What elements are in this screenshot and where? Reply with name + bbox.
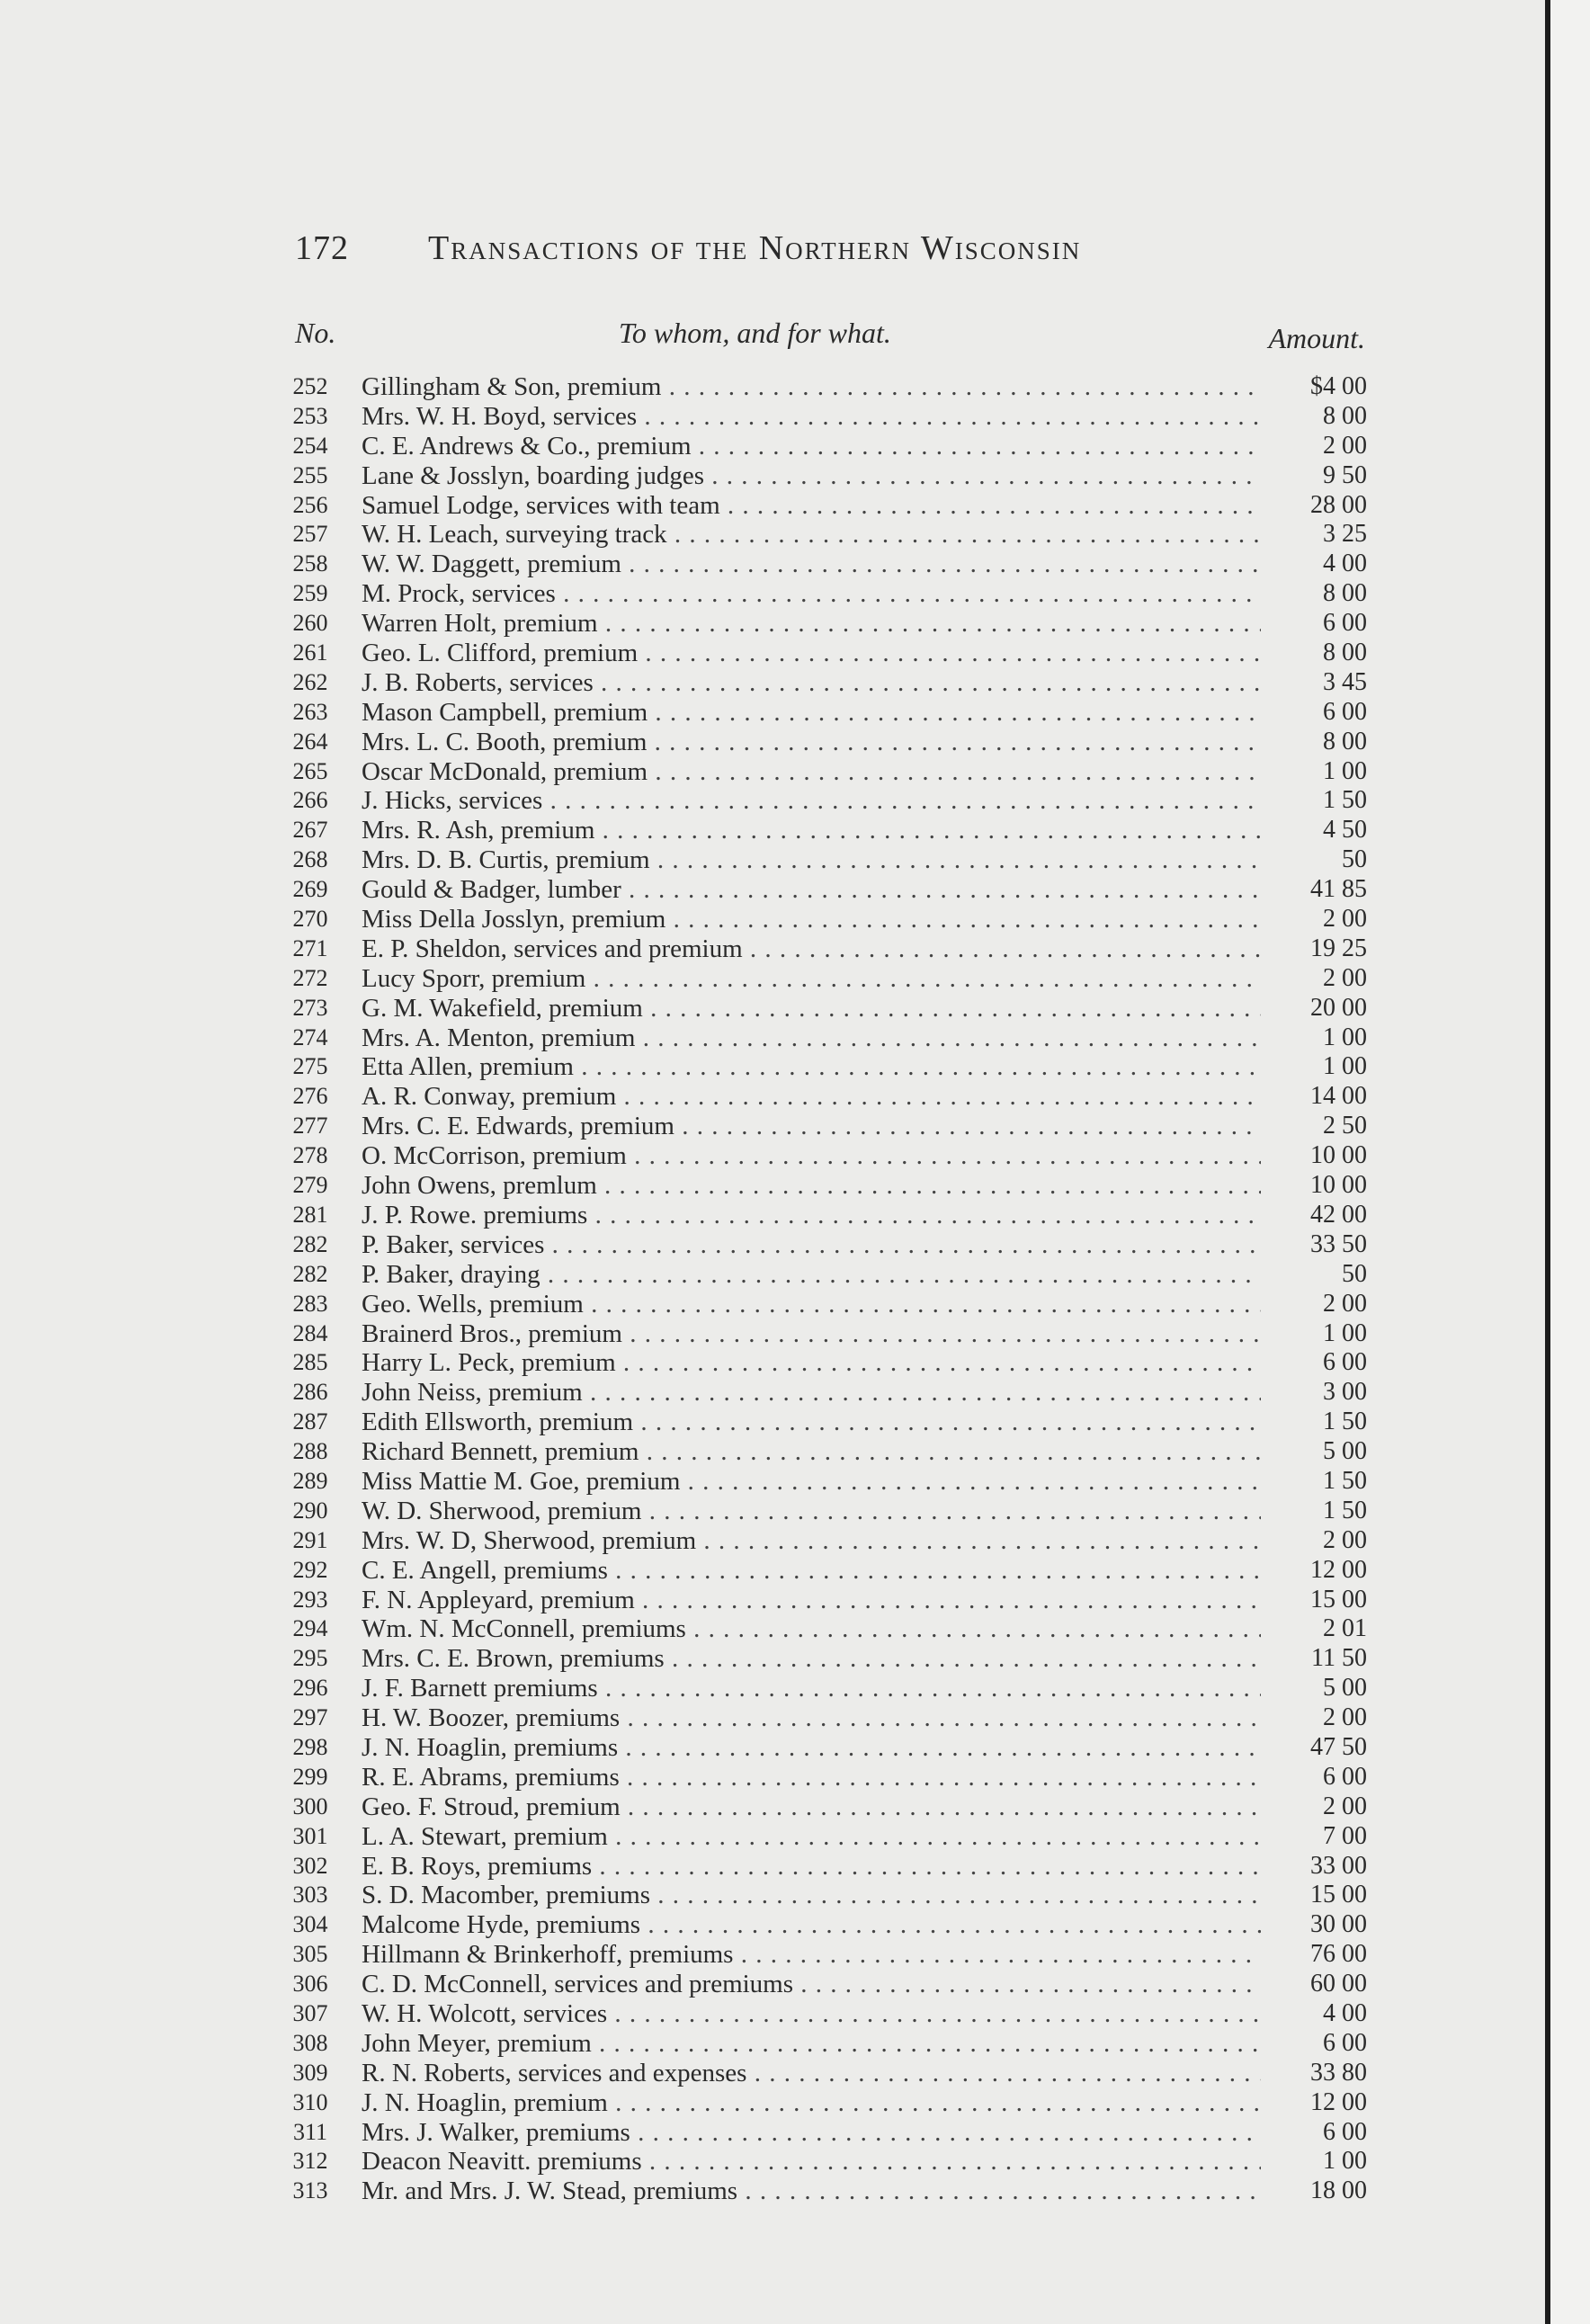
ledger-row — [279, 461, 1367, 491]
entry-amount: 12 00 — [1310, 1555, 1367, 1584]
ledger-row — [279, 1408, 1367, 1437]
entry-amount: 11 50 — [1311, 1644, 1367, 1673]
entry-description: Wm. N. McConnell, premiums . . . — [362, 1614, 1261, 1644]
entry-description: P. Baker, services . . . — [362, 1230, 1261, 1260]
ledger-row — [279, 905, 1367, 934]
entry-number: 310 — [292, 2088, 328, 2115]
entry-number: 279 — [292, 1172, 328, 1199]
ledger-row — [279, 2147, 1367, 2177]
entry-amount: 50 — [1342, 845, 1367, 874]
entry-number: 295 — [292, 1645, 328, 1672]
entry-number: 284 — [292, 1319, 328, 1346]
entry-number: 293 — [292, 1586, 328, 1613]
ledger-row — [279, 402, 1367, 432]
ledger-row — [279, 609, 1367, 639]
entry-amount: 50 — [1342, 1259, 1367, 1288]
ledger-row — [279, 698, 1367, 728]
entry-amount: 4 50 — [1323, 816, 1367, 845]
entry-amount: 2 50 — [1323, 1112, 1367, 1140]
entry-description: G. M. Wakefield, premium . . . — [362, 994, 1261, 1023]
entry-amount: 1 50 — [1323, 1466, 1367, 1495]
page-title: Transactions of the Northern Wisconsin — [428, 229, 1082, 267]
entry-description: E. P. Sheldon, services and premium . . . — [362, 934, 1261, 964]
ledger-row — [279, 1763, 1367, 1792]
ledger-row — [279, 639, 1367, 668]
entry-number: 299 — [292, 1763, 328, 1790]
entry-amount: 10 00 — [1310, 1171, 1367, 1200]
entry-description: John Meyer, premium . . . — [362, 2029, 1261, 2059]
entry-amount: 1 50 — [1323, 1496, 1367, 1524]
entry-amount: 7 00 — [1323, 1821, 1367, 1850]
entry-number: 265 — [292, 757, 328, 784]
ledger-row — [279, 579, 1367, 609]
entry-amount: $4 00 — [1310, 372, 1367, 400]
ledger-row — [279, 1378, 1367, 1408]
ledger-row — [279, 875, 1367, 905]
entry-description: Mrs. J. Walker, premiums . . . — [362, 2118, 1261, 2148]
ledger-row — [279, 668, 1367, 698]
column-headers — [295, 317, 1365, 356]
entry-description: Mrs. C. E. Brown, premiums . . . — [362, 1644, 1261, 1674]
entry-description: Oscar McDonald, premium . . . — [362, 757, 1261, 787]
entry-description: E. B. Roys, premiums . . . — [362, 1852, 1261, 1882]
ledger-row — [279, 994, 1367, 1023]
ledger-row — [279, 1940, 1367, 1970]
entry-amount: 1 00 — [1323, 1318, 1367, 1347]
entry-number: 292 — [292, 1556, 328, 1583]
entry-amount: 18 00 — [1310, 2177, 1367, 2205]
entry-description: Mrs. W. D, Sherwood, premium . . . — [362, 1526, 1261, 1556]
entry-description: W. D. Sherwood, premium . . . — [362, 1497, 1261, 1526]
entry-description: Lucy Sporr, premium . . . — [362, 964, 1261, 994]
entry-number: 307 — [292, 1999, 328, 2026]
entry-amount: 6 00 — [1323, 609, 1367, 638]
entry-description: W. H. Wolcott, services . . . — [362, 1999, 1261, 2029]
entry-description: Mrs. D. B. Curtis, premium . . . — [362, 845, 1261, 875]
ledger-row — [279, 1171, 1367, 1201]
entry-number: 298 — [292, 1733, 328, 1760]
entry-description: Geo. L. Clifford, premium . . . — [362, 639, 1261, 668]
entry-amount: 5 00 — [1323, 1674, 1367, 1703]
entry-amount: 4 00 — [1323, 550, 1367, 578]
ledger-row — [279, 1290, 1367, 1319]
entry-description: Deacon Neavitt. premiums . . . — [362, 2147, 1261, 2177]
entry-description: Mrs. A. Menton, premium . . . — [362, 1023, 1261, 1053]
entry-description: Miss Mattie M. Goe, premium . . . — [362, 1467, 1261, 1497]
ledger-row — [279, 786, 1367, 816]
entry-amount: 15 00 — [1310, 1881, 1367, 1909]
entry-number: 266 — [292, 787, 328, 814]
entry-description: Samuel Lodge, services with team . . . — [362, 491, 1261, 521]
entry-number: 287 — [292, 1408, 328, 1435]
ledger-row — [279, 1674, 1367, 1703]
ledger-row — [279, 1822, 1367, 1852]
entry-description: Geo. Wells, premium . . . — [362, 1290, 1261, 1319]
entry-amount: 47 50 — [1310, 1732, 1367, 1761]
entry-amount: 2 00 — [1323, 1703, 1367, 1732]
entry-number: 267 — [292, 817, 328, 844]
entry-number: 283 — [292, 1290, 328, 1317]
ledger-row — [279, 1497, 1367, 1526]
entry-amount: 6 00 — [1323, 1762, 1367, 1791]
entry-description: A. R. Conway, premium . . . — [362, 1082, 1261, 1112]
entry-description: O. McCorrison, premium . . . — [362, 1141, 1261, 1171]
entry-amount: 3 25 — [1323, 520, 1367, 549]
ledger-row — [279, 1319, 1367, 1349]
page-binding-edge — [1545, 0, 1590, 2324]
entry-amount: 3 45 — [1323, 667, 1367, 696]
entry-amount: 4 00 — [1323, 1998, 1367, 2027]
entry-number: 308 — [292, 2029, 328, 2056]
entry-number: 301 — [292, 1822, 328, 1849]
entry-number: 273 — [292, 994, 328, 1021]
column-header-amount: Amount. — [1268, 322, 1365, 354]
entry-description: John Neiss, premium . . . — [362, 1378, 1261, 1408]
column-header-to-whom: To whom, and for what. — [619, 317, 891, 349]
entry-number: 290 — [292, 1497, 328, 1524]
ledger-row — [279, 934, 1367, 964]
entry-description: Mrs. R. Ash, premium . . . — [362, 816, 1261, 845]
entry-number: 277 — [292, 1113, 328, 1140]
entry-description: Harry L. Peck, premium . . . — [362, 1348, 1261, 1378]
entry-description: Richard Bennett, premium . . . — [362, 1437, 1261, 1467]
column-header-no: No. — [295, 317, 336, 349]
entry-number: 252 — [292, 373, 328, 399]
entry-description: J. P. Rowe. premiums . . . — [362, 1201, 1261, 1230]
ledger-row — [279, 2088, 1367, 2118]
entry-amount: 6 00 — [1323, 697, 1367, 726]
entry-description: W. W. Daggett, premium . . . — [362, 550, 1261, 579]
entry-amount: 60 00 — [1310, 1970, 1367, 1998]
entry-amount: 33 80 — [1310, 2058, 1367, 2087]
entry-number: 256 — [292, 491, 328, 518]
ledger-row — [279, 728, 1367, 757]
entry-description: Miss Della Josslyn, premium . . . — [362, 905, 1261, 934]
entry-description: L. A. Stewart, premium . . . — [362, 1822, 1261, 1852]
entry-number: 297 — [292, 1704, 328, 1731]
entry-amount: 42 00 — [1310, 1200, 1367, 1229]
entry-description: Geo. F. Stroud, premium . . . — [362, 1792, 1261, 1822]
entry-amount: 10 00 — [1310, 1141, 1367, 1170]
entry-description: J. B. Roberts, services . . . — [362, 668, 1261, 698]
entry-number: 260 — [292, 610, 328, 637]
entry-number: 270 — [292, 906, 328, 933]
entry-description: J. F. Barnett premiums . . . — [362, 1674, 1261, 1703]
entry-amount: 8 00 — [1323, 579, 1367, 608]
entry-description: H. W. Boozer, premiums . . . — [362, 1703, 1261, 1733]
ledger-row — [279, 1023, 1367, 1053]
entry-description: M. Prock, services . . . — [362, 579, 1261, 609]
entry-number: 289 — [292, 1467, 328, 1494]
ledger-row — [279, 2177, 1367, 2206]
entry-description: Gould & Badger, lumber . . . — [362, 875, 1261, 905]
ledger-row — [279, 1052, 1367, 1082]
entry-description: R. E. Abrams, premiums . . . — [362, 1763, 1261, 1792]
ledger-row — [279, 1910, 1367, 1940]
entry-description: Brainerd Bros., premium . . . — [362, 1319, 1261, 1349]
entry-number: 268 — [292, 846, 328, 873]
entry-amount: 6 00 — [1323, 1348, 1367, 1377]
entry-number: 285 — [292, 1349, 328, 1376]
entry-number: 282 — [292, 1260, 328, 1287]
entry-amount: 1 50 — [1323, 1408, 1367, 1436]
entry-number: 254 — [292, 432, 328, 459]
entry-amount: 5 00 — [1323, 1437, 1367, 1466]
entry-number: 275 — [292, 1053, 328, 1080]
ledger-row — [279, 1614, 1367, 1644]
entry-description: P. Baker, draying . . . — [362, 1260, 1261, 1290]
entry-description: J. N. Hoaglin, premiums . . . — [362, 1733, 1261, 1763]
entry-description: S. D. Macomber, premiums . . . — [362, 1881, 1261, 1910]
entry-amount: 19 25 — [1310, 934, 1367, 962]
entry-number: 257 — [292, 521, 328, 548]
ledger-row — [279, 2059, 1367, 2088]
entry-description: J. N. Hoaglin, premium . . . — [362, 2088, 1261, 2118]
entry-amount: 2 01 — [1323, 1614, 1367, 1643]
entry-amount: 33 50 — [1310, 1229, 1367, 1258]
ledger-row — [279, 1437, 1367, 1467]
entry-number: 264 — [292, 728, 328, 755]
entry-amount: 9 50 — [1323, 460, 1367, 489]
entry-description: F. N. Appleyard, premium . . . — [362, 1586, 1261, 1615]
ledger-row — [279, 1082, 1367, 1112]
entry-description: C. D. McConnell, services and premiums . . . — [362, 1970, 1261, 1999]
ledger-row — [279, 1201, 1367, 1230]
entry-number: 259 — [292, 580, 328, 607]
entry-number: 305 — [292, 1941, 328, 1968]
ledger-row — [279, 432, 1367, 461]
entry-description: Malcome Hyde, premiums . . . — [362, 1910, 1261, 1940]
ledger-row — [279, 816, 1367, 845]
entry-description: John Owens, premlum . . . — [362, 1171, 1261, 1201]
ledger-row — [279, 1792, 1367, 1822]
ledger-row — [279, 2029, 1367, 2059]
entry-description: Mrs. W. H. Boyd, services . . . — [362, 402, 1261, 432]
entry-number: 274 — [292, 1023, 328, 1050]
ledger-row — [279, 1112, 1367, 1141]
entry-amount: 8 00 — [1323, 639, 1367, 667]
entry-number: 281 — [292, 1201, 328, 1228]
entry-number: 258 — [292, 550, 328, 577]
entry-amount: 6 00 — [1323, 2117, 1367, 2146]
entry-description: Mason Campbell, premium . . . — [362, 698, 1261, 728]
ledger-row — [279, 1852, 1367, 1882]
entry-number: 255 — [292, 461, 328, 488]
ledger-row — [279, 550, 1367, 579]
ledger-row — [279, 1348, 1367, 1378]
entry-description: Warren Holt, premium . . . — [362, 609, 1261, 639]
entry-amount: 12 00 — [1310, 2087, 1367, 2116]
entry-number: 303 — [292, 1882, 328, 1908]
entry-description: Hillmann & Brinkerhoff, premiums . . . — [362, 1940, 1261, 1970]
ledger-row — [279, 845, 1367, 875]
entry-amount: 33 00 — [1310, 1851, 1367, 1880]
entry-amount: 8 00 — [1323, 401, 1367, 430]
entry-number: 312 — [292, 2148, 328, 2175]
ledger-row — [279, 520, 1367, 550]
ledger-row — [279, 1260, 1367, 1290]
entry-number: 272 — [292, 964, 328, 991]
entry-description: C. E. Andrews & Co., premium . . . — [362, 432, 1261, 461]
entry-amount: 1 50 — [1323, 786, 1367, 815]
running-head — [295, 228, 1248, 268]
entry-description: R. N. Roberts, services and expenses . . . — [362, 2059, 1261, 2088]
entry-description: J. Hicks, services . . . — [362, 786, 1261, 816]
entry-number: 304 — [292, 1911, 328, 1938]
entry-amount: 14 00 — [1310, 1082, 1367, 1111]
ledger-row — [279, 1881, 1367, 1910]
ledger-row — [279, 1556, 1367, 1586]
ledger-row — [279, 1970, 1367, 1999]
entry-amount: 2 00 — [1323, 431, 1367, 460]
ledger-row — [279, 1703, 1367, 1733]
entry-amount: 2 00 — [1323, 963, 1367, 992]
entry-number: 306 — [292, 1971, 328, 1998]
ledger-row — [279, 1230, 1367, 1260]
entry-amount: 28 00 — [1310, 490, 1367, 519]
entry-amount: 41 85 — [1310, 875, 1367, 904]
entry-number: 271 — [292, 934, 328, 961]
entry-description: W. H. Leach, surveying track . . . — [362, 520, 1261, 550]
entry-description: Gillingham & Son, premium . . . — [362, 372, 1261, 402]
ledger-row — [279, 1644, 1367, 1674]
entry-number: 294 — [292, 1615, 328, 1642]
entry-amount: 30 00 — [1310, 1910, 1367, 1939]
entry-description: Mrs. L. C. Booth, premium . . . — [362, 728, 1261, 757]
entry-number: 302 — [292, 1852, 328, 1879]
entry-number: 276 — [292, 1083, 328, 1110]
ledger-row — [279, 1733, 1367, 1763]
ledger-row — [279, 2118, 1367, 2148]
entry-number: 311 — [292, 2118, 328, 2145]
ledger-row — [279, 1467, 1367, 1497]
entry-amount: 1 00 — [1323, 756, 1367, 785]
entry-amount: 2 00 — [1323, 905, 1367, 934]
entry-amount: 2 00 — [1323, 1525, 1367, 1554]
entry-number: 288 — [292, 1438, 328, 1465]
entry-number: 282 — [292, 1230, 328, 1257]
entry-number: 253 — [292, 402, 328, 429]
ledger-row — [279, 1141, 1367, 1171]
entry-number: 269 — [292, 876, 328, 903]
entry-amount: 20 00 — [1310, 993, 1367, 1022]
entry-description: C. E. Angell, premiums . . . — [362, 1556, 1261, 1586]
entry-amount: 2 00 — [1323, 1289, 1367, 1318]
ledger-row — [279, 1586, 1367, 1615]
entry-number: 261 — [292, 639, 328, 666]
entry-amount: 3 00 — [1323, 1378, 1367, 1407]
entry-amount: 2 00 — [1323, 1792, 1367, 1820]
ledger-row — [279, 372, 1367, 402]
entry-number: 296 — [292, 1675, 328, 1702]
entry-description: Edith Ellsworth, premium . . . — [362, 1408, 1261, 1437]
page-number: 172 — [295, 229, 349, 267]
entry-amount: 1 00 — [1323, 1052, 1367, 1081]
ledger-row — [279, 964, 1367, 994]
entry-amount: 1 00 — [1323, 2147, 1367, 2176]
entry-description: Etta Allen, premium . . . — [362, 1052, 1261, 1082]
entry-amount: 6 00 — [1323, 2028, 1367, 2057]
entry-description: Mrs. C. E. Edwards, premium . . . — [362, 1112, 1261, 1141]
entry-amount: 15 00 — [1310, 1585, 1367, 1613]
entry-number: 286 — [292, 1379, 328, 1406]
entry-number: 263 — [292, 698, 328, 725]
ledger-table — [279, 372, 1367, 2206]
entry-description: Mr. and Mrs. J. W. Stead, premiums . . . — [362, 2177, 1261, 2206]
entry-number: 291 — [292, 1526, 328, 1553]
ledger-row — [279, 1999, 1367, 2029]
ledger-row — [279, 757, 1367, 787]
ledger-row — [279, 491, 1367, 521]
entry-description: Lane & Josslyn, boarding judges . . . — [362, 461, 1261, 491]
entry-number: 313 — [292, 2177, 328, 2204]
ledger-row — [279, 1526, 1367, 1556]
entry-number: 278 — [292, 1142, 328, 1169]
entry-number: 262 — [292, 668, 328, 695]
entry-amount: 76 00 — [1310, 1940, 1367, 1969]
entry-amount: 8 00 — [1323, 727, 1367, 755]
entry-number: 300 — [292, 1792, 328, 1819]
entry-number: 309 — [292, 2059, 328, 2086]
entry-amount: 1 00 — [1323, 1023, 1367, 1051]
